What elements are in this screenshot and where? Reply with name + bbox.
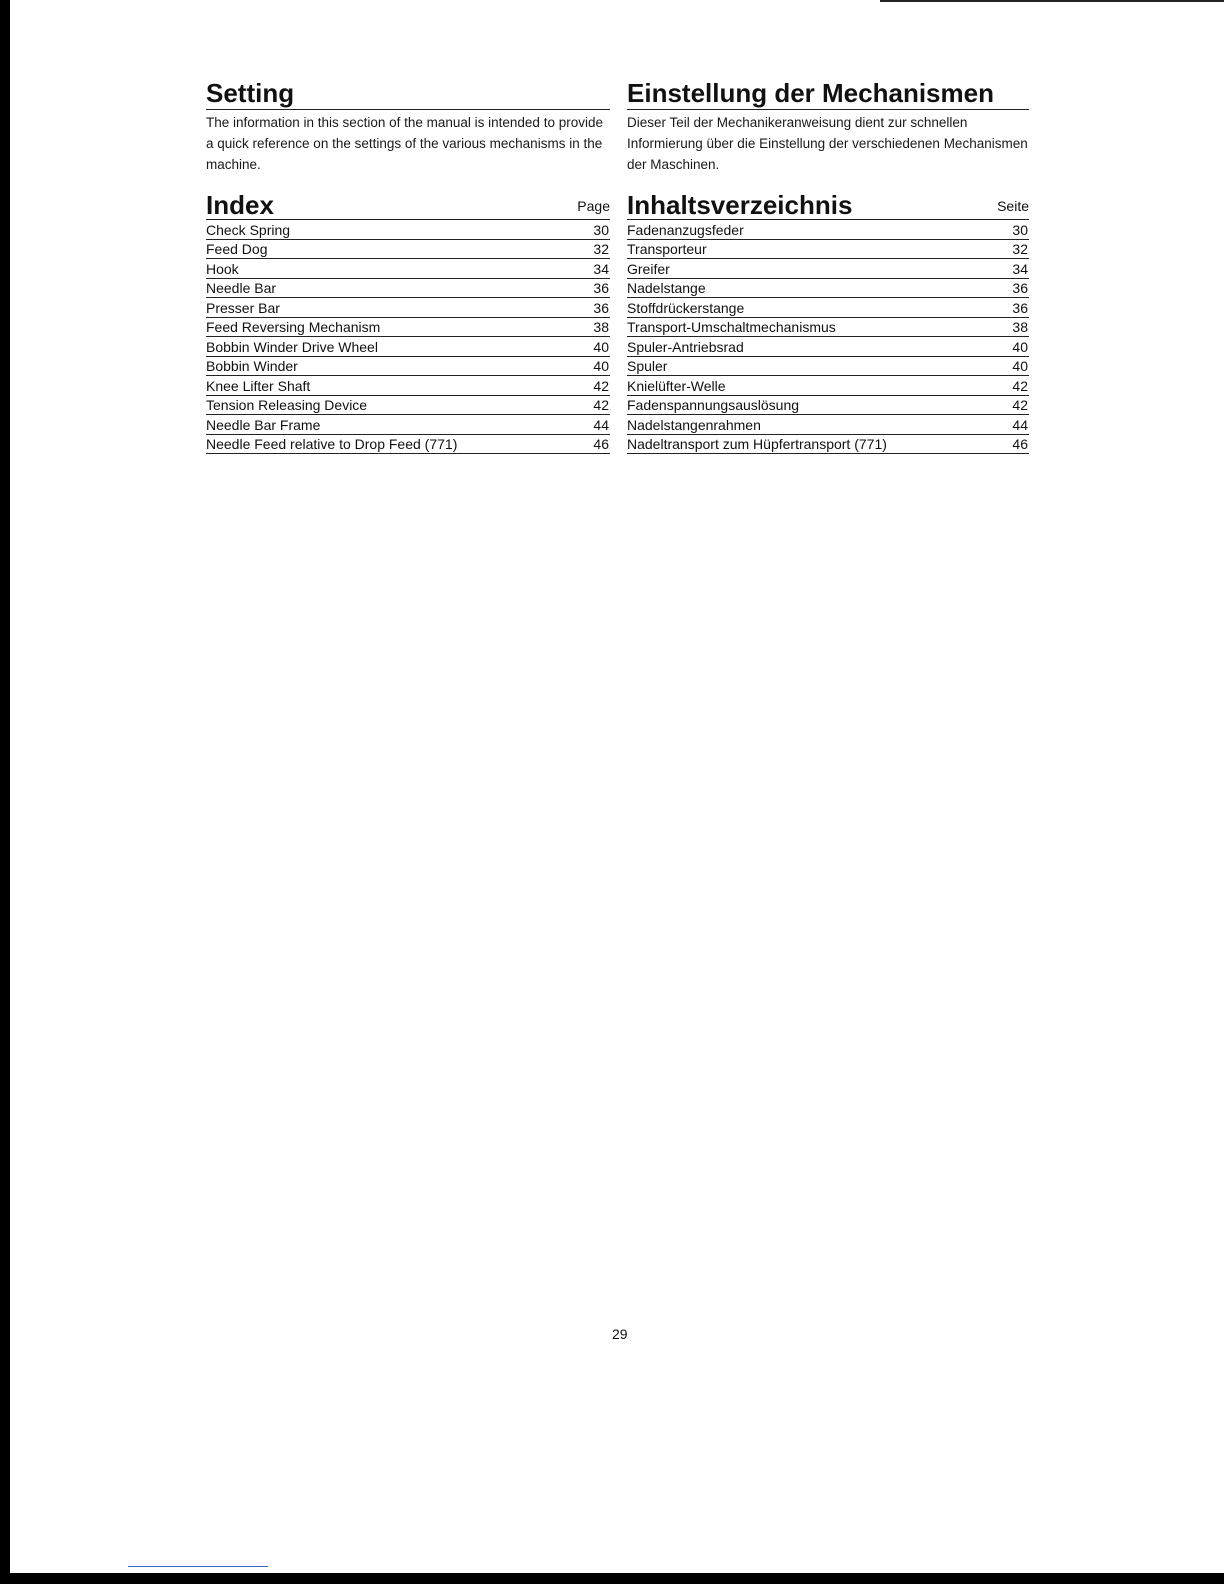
toc-entry-page: 44: [1012, 416, 1028, 433]
scan-border-left: [0, 0, 10, 1584]
toc-entry: [206, 318, 610, 338]
index-header-en: [206, 191, 610, 220]
toc-entry-label: Spuler-Antriebsrad: [627, 338, 744, 355]
toc-entry: [206, 240, 610, 260]
toc-entry-label: Presser Bar: [206, 299, 280, 316]
toc-entry-page: 30: [593, 221, 609, 238]
index-header-de: [627, 191, 1029, 220]
toc-entry: [627, 259, 1029, 279]
toc-entry-page: 36: [1012, 299, 1028, 316]
toc-entry: [627, 415, 1029, 435]
page-number: 29: [612, 1326, 628, 1342]
toc-entry: [627, 318, 1029, 338]
intro-text-de: Dieser Teil der Mechanikeranweisung dient zur schnellen Informierung über die Einstellung der verschiedenen Mechanismen der Maschinen.: [627, 115, 1028, 172]
toc-entry: [627, 220, 1029, 240]
toc-entry-label: Transporteur: [627, 241, 707, 257]
toc-entry-label: Needle Feed relative to Drop Feed (771): [206, 436, 458, 452]
toc-entry-page: 36: [1012, 280, 1028, 296]
english-column: [206, 78, 610, 454]
toc-entry-label: Needle Bar: [206, 280, 277, 296]
scan-border-bottom: [0, 1573, 1224, 1584]
toc-entry-label: Nadelstangenrahmen: [627, 416, 761, 433]
toc-entry-label: Check Spring: [206, 221, 291, 238]
index-title-en: Index: [206, 190, 274, 220]
toc-entry: [206, 357, 610, 377]
toc-entry-label: Knielüfter-Welle: [627, 377, 726, 394]
toc-entry-label: Needle Bar Frame: [206, 416, 321, 433]
toc-entry: [627, 396, 1029, 416]
toc-entry-label: Nadelstange: [627, 280, 706, 296]
toc-entry-label: Feed Dog: [206, 241, 268, 257]
toc-entry-page: 40: [593, 358, 609, 374]
toc-entry: [206, 220, 610, 240]
toc-entry-page: 40: [1012, 358, 1028, 374]
intro-text-en: The information in this section of the manual is intended to provide a quick reference on the settings of the various mechanisms in the machine.: [206, 115, 603, 172]
toc-entry-label: Hook: [206, 260, 239, 277]
toc-entry-page: 36: [593, 280, 609, 296]
toc-list-de: [627, 220, 1029, 454]
toc-entry-page: 40: [593, 338, 609, 355]
toc-entry-page: 30: [1012, 221, 1028, 238]
toc-entry: [206, 376, 610, 396]
section-title-de: Einstellung der Mechanismen: [627, 78, 1029, 110]
toc-entry-page: 32: [593, 241, 609, 257]
toc-entry-page: 46: [593, 436, 609, 452]
toc-entry-page: 44: [593, 416, 609, 433]
toc-entry-page: 42: [1012, 397, 1028, 413]
toc-entry: [206, 337, 610, 357]
toc-entry-page: 38: [593, 319, 609, 335]
footer-rule: [128, 1566, 268, 1567]
toc-entry-label: Nadeltransport zum Hüpfertransport (771): [627, 436, 887, 452]
toc-entry-label: Fadenanzugsfeder: [627, 221, 744, 238]
toc-entry-page: 32: [1012, 241, 1028, 257]
toc-entry-label: Fadenspannungsauslösung: [627, 397, 800, 413]
toc-entry-label: Bobbin Winder: [206, 358, 298, 374]
toc-entry-page: 42: [1012, 377, 1028, 394]
toc-entry: [206, 298, 610, 318]
toc-entry: [627, 298, 1029, 318]
toc-entry: [206, 435, 610, 455]
toc-entry-label: Tension Releasing Device: [206, 397, 368, 413]
toc-entry: [206, 415, 610, 435]
toc-entry-page: 42: [593, 397, 609, 413]
toc-entry: [627, 337, 1029, 357]
page-column-label-en: Page: [577, 198, 610, 214]
toc-entry-page: 42: [593, 377, 609, 394]
page-column-label-de: Seite: [997, 198, 1029, 214]
scan-border-top: [880, 0, 1224, 2]
toc-entry-page: 34: [593, 260, 609, 277]
german-column: [627, 78, 1029, 454]
toc-entry: [627, 376, 1029, 396]
toc-entry: [627, 357, 1029, 377]
toc-entry-label: Knee Lifter Shaft: [206, 377, 311, 394]
toc-entry-page: 38: [1012, 319, 1028, 335]
section-title-en: Setting: [206, 78, 610, 110]
toc-entry-page: 40: [1012, 338, 1028, 355]
toc-entry-label: Transport-Umschaltmechanismus: [627, 319, 836, 335]
toc-entry: [206, 259, 610, 279]
toc-list-en: [206, 220, 610, 454]
toc-entry-page: 36: [593, 299, 609, 316]
toc-entry-label: Greifer: [627, 260, 670, 277]
toc-entry-page: 34: [1012, 260, 1028, 277]
toc-entry: [627, 240, 1029, 260]
toc-entry: [627, 279, 1029, 299]
toc-entry: [627, 435, 1029, 455]
toc-entry-label: Stoffdrückerstange: [627, 299, 745, 316]
toc-entry: [206, 396, 610, 416]
index-title-de: Inhaltsverzeichnis: [627, 190, 853, 220]
toc-entry-page: 46: [1012, 436, 1028, 452]
toc-entry-label: Bobbin Winder Drive Wheel: [206, 338, 378, 355]
toc-entry: [206, 279, 610, 299]
toc-entry-label: Spuler: [627, 358, 668, 374]
toc-entry-label: Feed Reversing Mechanism: [206, 319, 381, 335]
